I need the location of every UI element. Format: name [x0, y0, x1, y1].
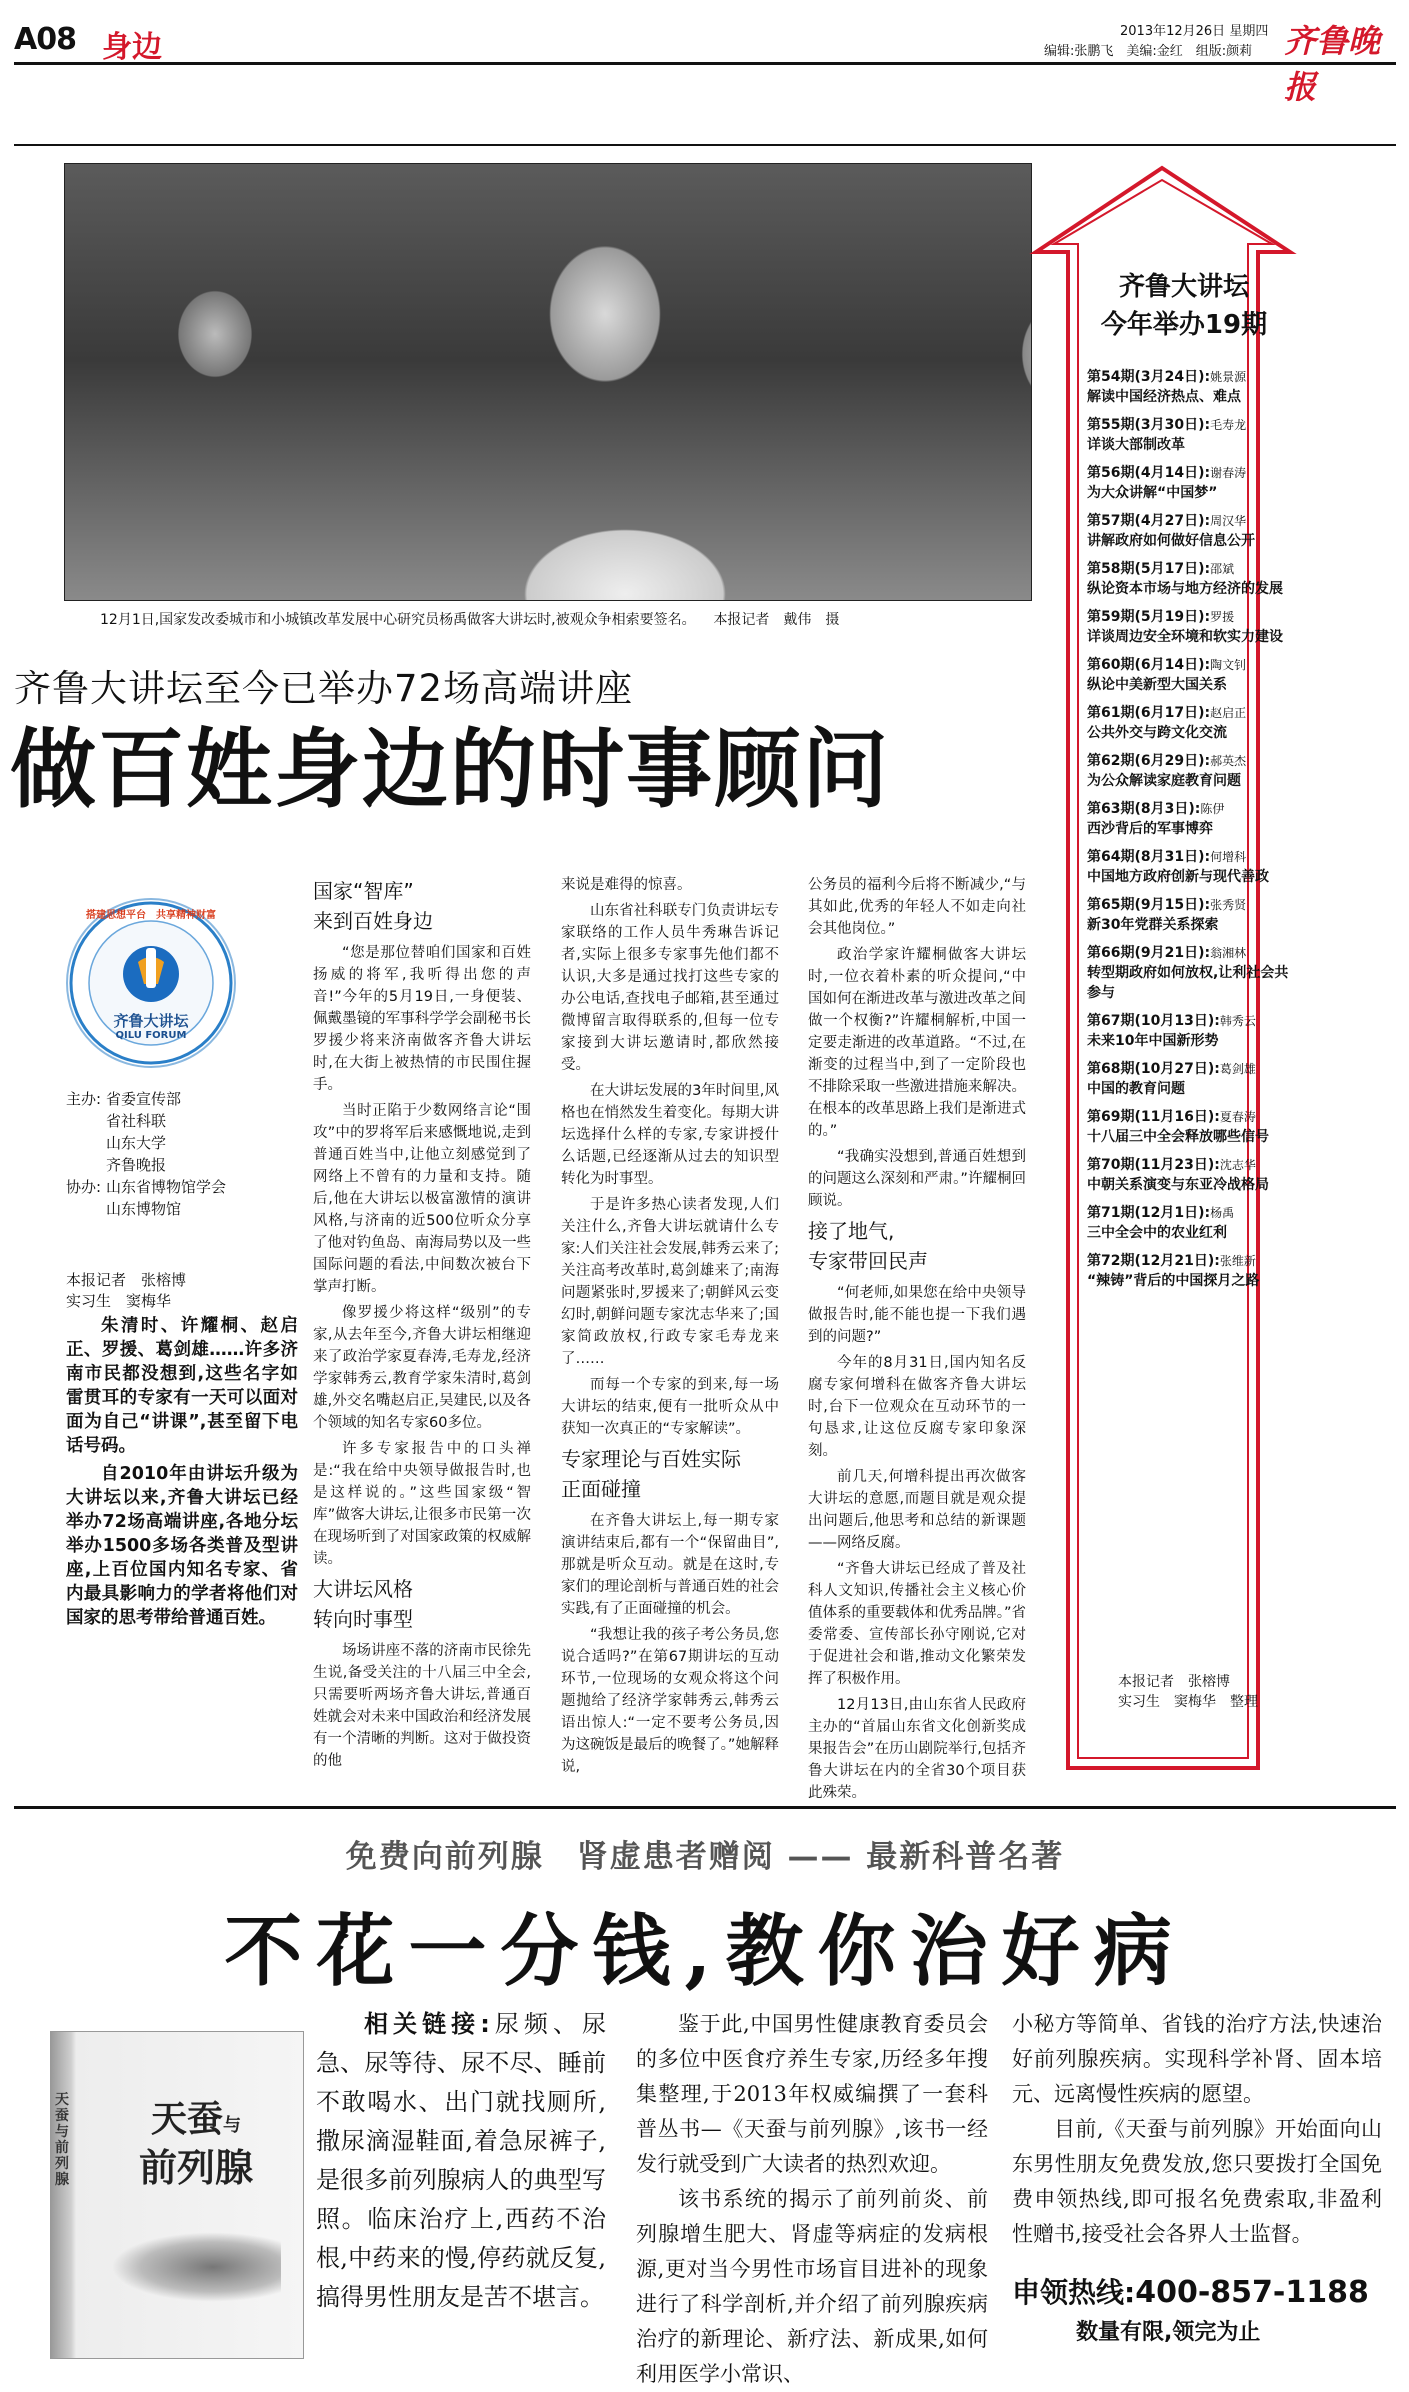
forum-logo-name: 齐鲁大讲坛	[113, 1012, 189, 1030]
timeline-item	[1087, 463, 1299, 503]
timeline-speaker: 张秀贤	[1210, 898, 1247, 912]
ad-limit: 数量有限,领完为止	[1076, 2320, 1261, 2345]
timeline-topic: 公共外交与跨文化交流	[1087, 725, 1227, 741]
timeline-item	[1087, 703, 1299, 743]
timeline-topic: 中国地方政府创新与现代善政	[1087, 869, 1269, 885]
timeline-topic: 转型期政府如何放权,让利社会共参与	[1087, 965, 1289, 1001]
timeline-item	[1087, 367, 1299, 407]
ad-headline: 不花一分钱,教你治好病	[224, 1906, 1186, 1997]
timeline-speaker: 杨禹	[1210, 1206, 1235, 1220]
editor-credits: 编辑:张鹏飞 美编:金红 组版:颜莉	[1044, 44, 1253, 59]
organizer-row: 山东大学	[106, 1134, 167, 1152]
timeline-topic: 十八届三中全会释放哪些信号	[1087, 1129, 1269, 1145]
book-illustration	[111, 2232, 281, 2302]
timeline-issue: 第61期(6月17日):	[1087, 705, 1211, 721]
timeline-issue: 第59期(5月19日):	[1087, 609, 1211, 625]
book-cover	[50, 2031, 304, 2359]
timeline-item	[1087, 511, 1299, 551]
article-column-3: 来说是难得的惊喜。 山东省社科联专门负责讲坛专家联络的工作人员牛秀琳告诉记者,实际上很多专家事先他们都不认识,大多是通过找打这些专家的办公电话,查找电子邮箱,甚至通过微博留言取得联系的,但每一位专家接到大讲坛邀请时,都欣然接受。 在大讲坛发展的3年时间里,风格也在悄然发生着变化。每期大讲坛选择什么样的专家,专家讲授什么话题,已经逐渐从过去的知识型转化为时事型。 于是许多热心读者发现,人们关注什么,齐鲁大讲坛就请什么专家:人们关注社会发展,韩秀云来了;关注高考改革时,葛剑雄来了;南海问题紧张时,罗援来了;朝鲜风云变幻时,朝鲜问题专家沈志华来了;国家简政放权,行政专家毛寿龙来了…… 而每一个专家的到来,每一场大讲坛的结束,便有一批听众从中获知一次真正的“专家解读”。 专家理论与百姓实际 正面碰撞 在齐鲁大讲坛上,每一期专家演讲结束后,都有一个“保留曲目”,那就是听众互动。就是在这时,专家们的理论剖析与普通百姓的社会实践,有了正面碰撞的机会。 “我想让我的孩子考公务员,您说合适吗?”在第67期讲坛的互动环节,一位现场的女观众将这个问题抛给了经济学家韩秀云,韩秀云语出惊人:“一定不要考公务员,因为这碗饭是最后的晚餐了。”她解释说,	[561, 877, 779, 1775]
timeline-topic: 纵论中美新型大国关系	[1087, 677, 1227, 693]
timeline-speaker: 陈伊	[1200, 802, 1225, 816]
timeline-issue: 第69期(11月16日):	[1087, 1109, 1220, 1125]
timeline-topic: 西沙背后的军事博弈	[1087, 821, 1213, 837]
timeline-issue: 第72期(12月21日):	[1087, 1253, 1220, 1269]
timeline-issue: 第63期(8月3日):	[1087, 801, 1201, 817]
ad-column-3: 小秘方等简单、省钱的治疗方法,快速治好前列腺疾病。实现科学补肾、固本培元、远离慢性疾病的愿望。 目前,《天蚕与前列腺》开始面向山东男性朋友免费发放,您只要拨打全国免费申领热线,即可报名免费索取,非盈利性赠书,接受社会各界人士监督。	[1012, 2012, 1382, 2246]
timeline-topic: 详谈大部制改革	[1087, 437, 1185, 453]
timeline-topic: 详谈周边安全环境和软实力建设	[1087, 629, 1283, 645]
hotline-number[interactable]: 400-857-1188	[1135, 2275, 1369, 2310]
article-kicker: 齐鲁大讲坛至今已举办72场高端讲座	[14, 667, 634, 710]
forum-logo-arc-text: 搭建思想平台 共享精神财富	[86, 910, 216, 921]
article-headline: 做百姓身边的时事顾问	[10, 720, 890, 820]
timeline-topic: 讲解政府如何做好信息公开	[1087, 533, 1255, 549]
organizer-row: 协办: 山东省博物馆学会	[66, 1178, 227, 1196]
timeline-speaker: 毛寿龙	[1210, 418, 1247, 432]
timeline-item	[1087, 847, 1299, 887]
timeline-speaker: 夏春涛	[1219, 1110, 1256, 1124]
forum-logo	[66, 898, 236, 1068]
timeline-speaker: 周汉华	[1210, 514, 1247, 528]
timeline-issue: 第64期(8月31日):	[1087, 849, 1211, 865]
timeline-item	[1087, 943, 1299, 1003]
timeline-issue: 第67期(10月13日):	[1087, 1013, 1220, 1029]
subheading: 接了地气, 专家带回民声	[808, 1219, 928, 1273]
timeline-byline: 本报记者 张榕博 实习生 窦梅华 整理	[1118, 1674, 1258, 1710]
timeline-speaker: 罗援	[1210, 610, 1235, 624]
ad-hotline[interactable]: 申领热线:400-857-1188	[1012, 2275, 1369, 2310]
timeline-item	[1087, 607, 1299, 647]
brand-logo: 齐鲁晚报	[1284, 22, 1381, 106]
timeline-topic: 中朝关系演变与东亚冷战格局	[1087, 1177, 1269, 1193]
timeline-item	[1087, 895, 1299, 935]
page-header	[14, 14, 1396, 106]
timeline-speaker: 陶文钊	[1210, 658, 1247, 672]
timeline-speaker: 翁湘林	[1210, 946, 1247, 960]
timeline-item	[1087, 1107, 1299, 1147]
timeline-topic: 解读中国经济热点、难点	[1087, 389, 1241, 405]
timeline-issue: 第60期(6月14日):	[1087, 657, 1211, 673]
timeline-topic: 为大众讲解“中国梦”	[1087, 485, 1218, 501]
lead-text: 朱清时、许耀桐、赵启正、罗援、葛剑雄……许多济南市民都没想到,这些名字如雷贯耳的专家有一天可以面对面为自己“讲课”,甚至留下电话号码。 自2010年由讲坛升级为大讲坛以来,齐鲁大讲坛已经举办72场高端讲座,各地分坛举办1500多场各类普及型讲座,上百位国内知名专家、省内最具影响力的学者将他们对国家的思考带给普通百姓。	[66, 1316, 298, 1628]
timeline-list	[1087, 367, 1299, 1299]
timeline-issue: 第58期(5月17日):	[1087, 561, 1211, 577]
article-column-2: 国家“智库” 来到百姓身边 “您是那位替咱们国家和百姓扬威的将军,我听得出您的声音!”今年的5月19日,一身便装、佩戴墨镜的军事科学学会副秘书长罗援少将来济南做客齐鲁大讲坛时,在大街上被热情的市民围住握手。 当时正陷于少数网络言论“围攻”中的罗将军后来感慨地说,走到普通百姓当中,让他立刻感觉到了网络上不曾有的力量和支持。随后,他在大讲坛以极富激情的演讲风格,与济南的近500位听众分享了他对钓鱼岛、南海局势以及一些国际问题的看法,中间数次被台下掌声打断。 像罗援少将这样“级别”的专家,从去年至今,齐鲁大讲坛相继迎来了政治学家夏春涛,毛寿龙,经济学家韩秀云,教育学家朱清时,葛剑雄,外交名嘴赵启正,吴建民,以及各个领域的知名专家60多位。 许多专家报告中的口头禅是:“我在给中央领导做报告时,也是这样说的。”这些国家级“智库”做客大讲坛,让很多市民第一次在现场听到了对国家政策的权威解读。 大讲坛风格 转向时事型 场场讲座不落的济南市民徐先生说,备受关注的十八届三中全会,只需要听两场齐鲁大讲坛,普通百姓就会对未来中国政治和经济发展有一个清晰的判断。这对于做投资的他	[313, 874, 531, 1776]
organizer-row: 山东博物馆	[106, 1200, 182, 1218]
timeline-topic: 为公众解读家庭教育问题	[1087, 773, 1241, 789]
timeline-speaker: 姚景源	[1210, 370, 1247, 384]
section-name: 身边	[102, 30, 162, 65]
organizer-list	[66, 1088, 306, 1220]
book-spine-title: 天蚕与前列腺	[55, 2092, 69, 2188]
organizer-row: 齐鲁晚报	[106, 1156, 167, 1174]
timeline-topic: 新30年党群关系探索	[1087, 917, 1219, 933]
timeline-speaker: 韩秀云	[1219, 1014, 1256, 1028]
book-title: 天蚕与 前列腺	[138, 2099, 253, 2190]
issue-date: 2013年12月26日 星期四	[1120, 24, 1269, 39]
timeline-speaker: 邵斌	[1210, 562, 1235, 576]
timeline-issue: 第57期(4月27日):	[1087, 513, 1211, 529]
byline: 本报记者 张榕博 实习生 窦梅华	[66, 1271, 187, 1310]
timeline-issue: 第71期(12月1日):	[1087, 1205, 1211, 1221]
timeline-item	[1087, 1251, 1299, 1291]
timeline-item	[1087, 1203, 1299, 1243]
timeline-item	[1087, 799, 1299, 839]
timeline-speaker: 赵启正	[1210, 706, 1247, 720]
timeline-topic: 未来10年中国新形势	[1087, 1033, 1219, 1049]
timeline-issue: 第70期(11月23日):	[1087, 1157, 1220, 1173]
forum-logo-graphic	[68, 900, 234, 1066]
timeline-issue: 第62期(6月29日):	[1087, 753, 1211, 769]
timeline-item	[1087, 415, 1299, 455]
timeline-topic: 纵论资本市场与地方经济的发展	[1087, 581, 1283, 597]
ad-tagline: 免费向前列腺 肾虚患者赠阅 —— 最新科普名著	[345, 1839, 1065, 1875]
timeline-speaker: 张维新	[1219, 1254, 1256, 1268]
timeline-item	[1087, 1155, 1299, 1195]
advertisement	[14, 1806, 1396, 2386]
forum-logo-en: QILU FORUM	[115, 1030, 187, 1041]
organizer-row: 主办: 省委宣传部	[66, 1090, 182, 1108]
timeline-speaker: 谢春涛	[1210, 466, 1247, 480]
organizer-row: 省社科联	[106, 1112, 167, 1130]
timeline-issue: 第65期(9月15日):	[1087, 897, 1211, 913]
timeline-item	[1087, 655, 1299, 695]
timeline-title: 齐鲁大讲坛 今年举办19期	[1100, 272, 1268, 340]
header-rule	[14, 144, 1396, 146]
timeline-issue: 第55期(3月30日):	[1087, 417, 1211, 433]
timeline-item	[1087, 1011, 1299, 1051]
timeline-issue: 第66期(9月21日):	[1087, 945, 1211, 961]
timeline-item	[1087, 1059, 1299, 1099]
timeline-topic: 中国的教育问题	[1087, 1081, 1185, 1097]
timeline-speaker: 郝英杰	[1210, 754, 1247, 768]
news-photo	[64, 163, 1032, 601]
timeline-issue: 第68期(10月27日):	[1087, 1061, 1220, 1077]
subheading: 国家“智库” 来到百姓身边	[313, 879, 433, 933]
timeline-speaker: 沈志华	[1219, 1158, 1256, 1172]
timeline-topic: “辣铸”背后的中国探月之路	[1087, 1273, 1260, 1289]
page-number: A08	[14, 22, 76, 57]
subheading: 专家理论与百姓实际 正面碰撞	[561, 1447, 741, 1501]
ad-column-2: 鉴于此,中国男性健康教育委员会的多位中医食疗养生专家,历经多年搜集整理,于2013年权威编撰了一套科普丛书—《天蚕与前列腺》,该书一经发行就受到广大读者的热烈欢迎。 该书系统的揭示了前列前炎、前列腺增生肥大、肾虚等病症的发病根源,更对当今男性市场盲目进补的现象进行了科学剖析,并介绍了前列腺疾病治疗的新理论、新疗法、新成果,如何利用医学小常识、	[636, 2012, 988, 2386]
timeline-item	[1087, 559, 1299, 599]
timeline-issue: 第54期(3月24日):	[1087, 369, 1211, 385]
timeline-speaker: 何增科	[1210, 850, 1247, 864]
timeline-item	[1087, 751, 1299, 791]
photo-caption: 12月1日,国家发改委城市和小城镇改革发展中心研究员杨禹做客大讲坛时,被观众争相索要签名。 本报记者 戴伟 摄	[100, 612, 840, 628]
timeline-speaker: 葛剑雄	[1219, 1062, 1256, 1076]
timeline-topic: 三中全会中的农业红利	[1087, 1225, 1227, 1241]
timeline-issue: 第56期(4月14日):	[1087, 465, 1211, 481]
subheading: 大讲坛风格 转向时事型	[313, 1577, 413, 1631]
ad-column-1: 相关链接:尿频、尿急、尿等待、尿不尽、睡前不敢喝水、出门就找厕所,撒尿滴湿鞋面,着急尿裤子,是很多前列腺病人的典型写照。临床治疗上,西药不治根,中药来的慢,停药就反复,搞得男性朋友是苦不堪言。	[316, 2010, 606, 2311]
article-column-4: 公务员的福利今后将不断减少,“与其如此,优秀的年轻人不如走向社会其他岗位。” 政治学家许耀桐做客大讲坛时,一位衣着朴素的听众提问,“中国如何在渐进改革与激进改革之间做一个权衡?”许耀桐解析,中国一定要走渐进的改革道路。“不过,在渐变的过程当中,到了一定阶段也不排除采取一些激进措施来解决。在根本的改革思路上我们是渐进式的。” “我确实没想到,普通百姓想到的问题这么深刻和严肃。”许耀桐回顾说。 接了地气, 专家带回民声 “何老师,如果您在给中央领导做报告时,能不能也提一下我们遇到的问题?” 今年的8月31日,国内知名反腐专家何增科在做客齐鲁大讲坛时,台下一位观众在互动环节的一句恳求,让这位反腐专家印象深刻。 前几天,何增科提出再次做客大讲坛的意愿,而题目就是观众提出问题后,他思考和总结的新课题——网络反腐。 “齐鲁大讲坛已经成了普及社科人文知识,传播社会主义核心价值体系的重要载体和优秀品牌。”省委常委、宣传部长孙守刚说,它对于促进社会和谐,推动文化繁荣发挥了积极作用。 12月13日,由山东省人民政府主办的“首届山东省文化创新奖成果报告会”在历山剧院举行,包括齐鲁大讲坛在内的全省30个项目获此殊荣。	[808, 877, 1026, 1801]
